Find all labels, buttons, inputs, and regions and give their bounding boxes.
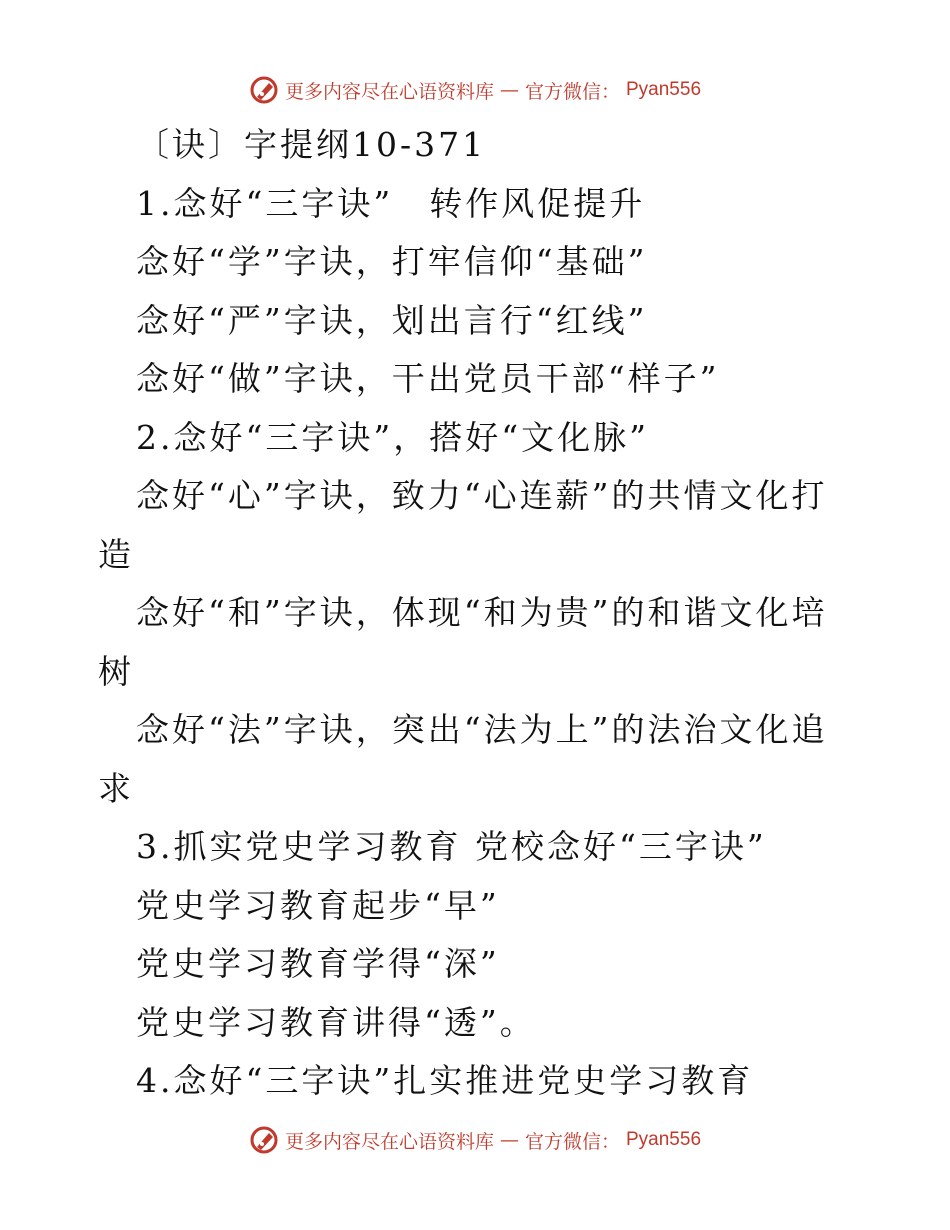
watermark-subtitle: 官方微信：	[524, 1130, 620, 1153]
paragraph-line: 念好“学”字诀，打牢信仰“基础”	[136, 242, 648, 281]
watermark-dash: —	[499, 1129, 519, 1151]
paragraph-line: 念好“心”字诀，致力“心连薪”的共情文化打造	[98, 476, 828, 574]
section-heading-2: 2.念好“三字诀”，搭好“文化脉”	[136, 417, 649, 457]
watermark-subtitle: 官方微信：	[524, 80, 620, 103]
paragraph-line: 党史学习教育起步“早”	[136, 885, 500, 925]
watermark-wechat-id: Pyan556	[626, 79, 702, 100]
section-heading-1: 1.念好“三字诀” 转作风促提升	[136, 183, 646, 223]
document-body	[98, 116, 858, 1111]
pen-in-circle-logo-icon	[249, 1125, 279, 1155]
document-title: 〔诀〕字提纲10-371	[136, 125, 487, 164]
paragraph-line: 念好“做”字诀，干出党员干部“样子”	[136, 359, 720, 398]
section-heading-4: 4.念好“三字诀”扎实推进党史学习教育	[136, 1061, 754, 1100]
watermark-text: 更多内容尽在心语资料库	[284, 80, 494, 103]
paragraph-line: 念好“严”字诀，划出言行“红线”	[136, 300, 648, 340]
footer-watermark	[0, 1120, 950, 1160]
paragraph-line: 党史学习教育讲得“透”。	[136, 1002, 536, 1042]
paragraph-line: 念好“和”字诀，体现“和为贵”的和谐文化培树	[98, 593, 828, 691]
watermark-wechat-id: Pyan556	[626, 1129, 702, 1150]
paragraph-line: 党史学习教育学得“深”	[136, 944, 500, 983]
watermark-dash: —	[499, 79, 519, 101]
pen-in-circle-logo-icon	[249, 75, 279, 105]
paragraph-line: 念好“法”字诀，突出“法为上”的法治文化追求	[98, 710, 828, 808]
header-watermark	[0, 70, 950, 110]
watermark-text: 更多内容尽在心语资料库	[284, 1130, 494, 1153]
section-heading-3: 3.抓实党史学习教育 党校念好“三字诀”	[136, 827, 767, 866]
